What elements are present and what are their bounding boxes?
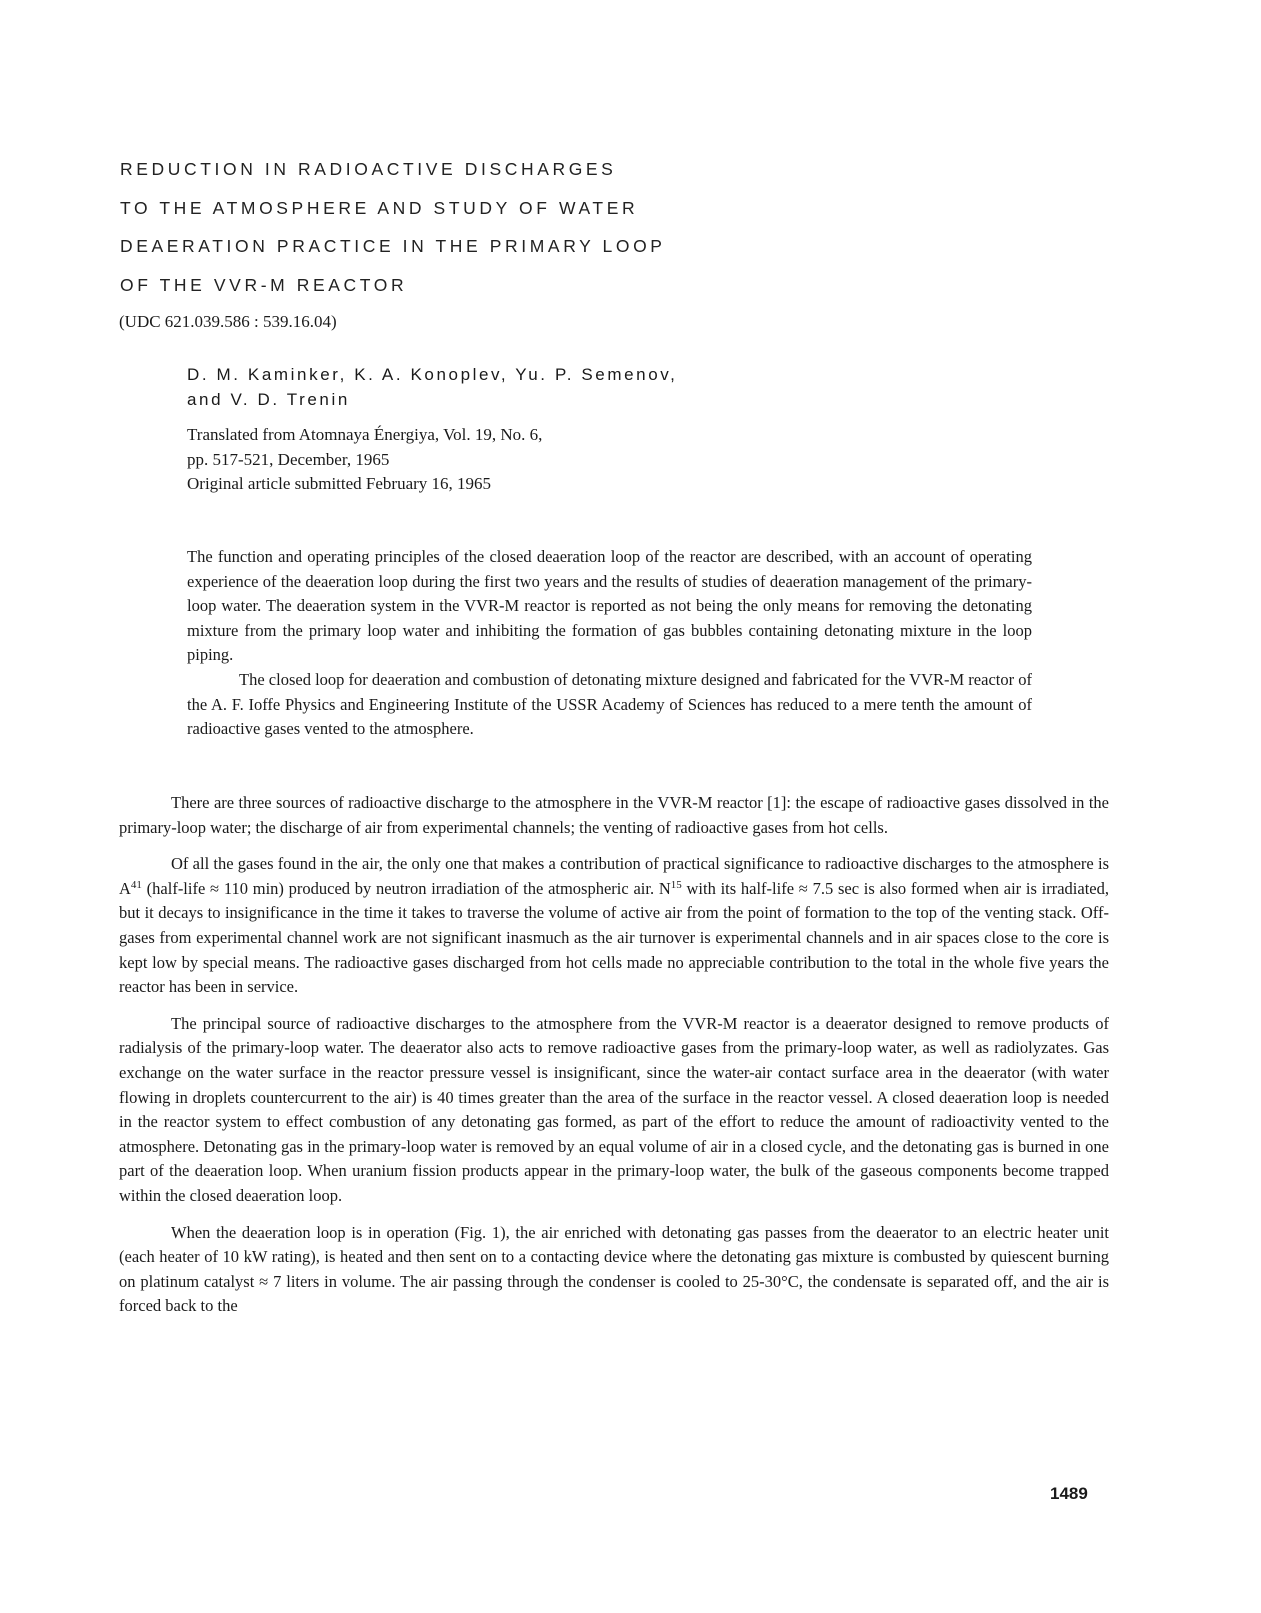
translation-source: Translated from Atomnaya Énergiya, Vol. 19, No. 6, [187, 425, 543, 444]
translation-pages: pp. 517-521, December, 1965 [187, 449, 390, 469]
title-line: REDUCTION IN RADIOACTIVE DISCHARGES [120, 159, 617, 179]
title-line: DEAERATION PRACTICE IN THE PRIMARY LOOP [120, 236, 666, 256]
page-number: 1489 [1050, 1484, 1088, 1503]
authors-line: D. M. Kaminker, K. A. Konoplev, Yu. P. Semenov, [187, 365, 678, 384]
authors [187, 363, 887, 412]
title-line: TO THE ATMOSPHERE AND STUDY OF WATER [120, 197, 639, 218]
body-paragraph: There are three sources of radioactive discharge to the atmosphere in the VVR-M reactor [1]: the escape of radioactive gases dissolved in the primary-loop water; the discharge of air from experimental channels; the venting of radioactive gases from hot cells. [119, 793, 1109, 837]
superscript: 15 [670, 878, 682, 891]
text-span: with its half-life ≈ 7.5 sec is also formed when air is irradiated, but it decays to insignificance in the time it takes to traverse the volume of active air from the point of formation to the top of the venting stack. Off-gases from experimental channel work are not significant inasmuch as the air turnover is experimental channels and in air spaces close to the core is kept low by special means. The radioactive gases discharged from hot cells made no appreciable contribution to the total in the whole five years the reactor has been in service. [119, 878, 1109, 997]
body-paragraph: When the deaeration loop is in operation (Fig. 1), the air enriched with detonating gas passes from the deaerator to an electric heater unit (each heater of 10 kW rating), is heated and then sent on to a contacting device where the detonating gas mixture is combusted by quiescent burning on platinum catalyst ≈ 7 liters in volume. The air passing through the condenser is cooled to 25-30°C, the condensate is separated off, and the air is forced back to the [119, 1222, 1109, 1316]
body-text [119, 791, 1109, 1331]
abstract-paragraph: The function and operating principles of the closed deaeration loop of the reactor are described, with an account of operating experience of the deaeration loop during the first two years and the results of studies of deaeration management of the primary-loop water. The deaeration system in the VVR-M reactor is reported as not being the only means for removing the detonating mixture from the primary loop water and inhibiting the formation of gas bubbles containing detonating mixture in the loop piping. [187, 547, 1032, 665]
superscript: 41 [130, 878, 142, 891]
authors-line: and V. D. Trenin [187, 389, 350, 409]
body-paragraph [119, 852, 1109, 1000]
article-title [120, 150, 820, 304]
udc-code: (UDC 621.039.586 : 539.16.04) [119, 312, 337, 331]
submission-date: Original article submitted February 16, 1965 [187, 474, 492, 493]
title-line: OF THE VVR-M REACTOR [120, 274, 408, 295]
text-span: (half-life ≈ 110 min) produced by neutron irradiation of the atmospheric air. N [141, 878, 671, 898]
abstract [187, 545, 1032, 742]
abstract-paragraph: The closed loop for deaeration and combustion of detonating mixture designed and fabricated for the VVR-M reactor of the A. F. Ioffe Physics and Engineering Institute of the USSR Academy of Sciences has reduced to a mere tenth the amount of radioactive gases vented to the atmosphere. [187, 669, 1032, 739]
translation-note [187, 423, 787, 497]
text-span: Of all the gases found in the air, the only one that makes a contribution of practical significance to radioactive discharges to the atmosphere is A [119, 854, 1109, 898]
body-paragraph: The principal source of radioactive discharges to the atmosphere from the VVR-M reactor is a deaerator designed to remove products of radialysis of the primary-loop water. The deaerator also acts to remove radioactive gases from the primary-loop water, as well as radiolyzates. Gas exchange on the water surface in the reactor pressure vessel is insignificant, since the water-air contact surface area in the deaerator (with water flowing in droplets countercurrent to the air) is 40 times greater than the area of the surface in the reactor vessel. A closed deaeration loop is needed in the reactor system to effect combustion of any detonating gas formed, as part of the effort to reduce the amount of radioactivity vented to the atmosphere. Detonating gas in the primary-loop water is removed by an equal volume of air in a closed cycle, and the detonating gas is burned in one part of the deaeration loop. When uranium fission products appear in the primary-loop water, the bulk of the gaseous components become trapped within the closed deaeration loop. [119, 1013, 1109, 1205]
